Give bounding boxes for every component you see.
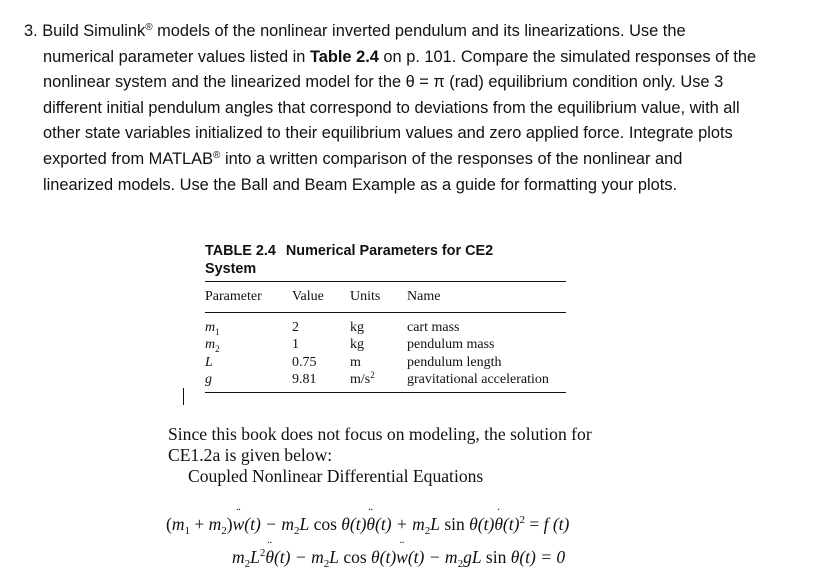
parameter-table-block [205, 242, 567, 387]
table-title: Numerical Parameters for CE2 [285, 243, 494, 259]
parameter-units: kg [350, 337, 364, 352]
problem-line-7: linearized models. Use the Ball and Beam Example as a guide for formatting your plots. [43, 175, 678, 194]
problem-line-4: different initial pendulum angles that correspond to deviations from the equilibrium value, with all [43, 98, 740, 117]
parameter-units: kg [350, 320, 364, 335]
parameter-symbol: g [205, 372, 212, 387]
table-number: TABLE 2.4 [205, 243, 276, 259]
table-row [205, 354, 566, 372]
header-units: Units [350, 289, 381, 304]
registered-mark: ® [213, 149, 221, 161]
parameter-units: m [350, 355, 361, 370]
header-name: Name [407, 289, 441, 304]
equation-2: $m_2L^2\theta$ ¨(t) − $m_2L$ cos θ(t)w ¨(t) − $m_2gL$ sin θ(t) = 0 [232, 547, 565, 568]
problem-text: exported from MATLAB [43, 149, 214, 168]
book-paragraph-line-1: Since this book does not focus on modeling, the solution for [168, 424, 592, 444]
registered-mark: ® [145, 22, 153, 33]
equation-1: $(m_1 + m_2)w$ ¨(t) − $m_2L$ cos θ(t)θ ¨(t) + $m_2L$ sin θ(t)θ $˙(t)^2 = f$ (t) [166, 514, 569, 535]
parameter-symbol: $m_1$ [205, 320, 220, 337]
parameter-name: pendulum mass [407, 337, 495, 352]
header-value: Value [292, 289, 324, 304]
problem-line-2 [24, 45, 814, 71]
problem-text: on p. 101. Compare the simulated responses of the [378, 47, 757, 66]
parameter-symbol: L [205, 355, 213, 370]
table-row [205, 372, 566, 393]
book-paragraph-line-2: CE1.2a is given below: [168, 445, 333, 465]
problem-text: numerical parameter values listed in [43, 47, 310, 66]
parameter-value: 2 [292, 320, 299, 335]
table-reference: Table 2.4 [309, 47, 379, 66]
parameter-name: pendulum length [407, 355, 502, 370]
problem-line-1 [24, 19, 814, 45]
problem-line-5: other state variables initialized to their equilibrium values and zero applied force. Integrate plots [43, 124, 733, 143]
problem-number: 3. [24, 22, 38, 40]
parameter-table [205, 281, 566, 393]
problem-line-6 [24, 147, 814, 173]
problem-text: into a written comparison of the responses of the nonlinear and [220, 149, 683, 168]
book-excerpt [168, 424, 668, 487]
parameter-value: 0.75 [292, 355, 317, 370]
problem-text: models of the nonlinear inverted pendulum and its linearizations. Use the [152, 22, 686, 40]
table-row [205, 336, 566, 354]
parameter-units: $m/s^2$ [350, 370, 375, 387]
problem-text: Build Simulink [42, 22, 146, 40]
parameter-value: 9.81 [292, 372, 317, 387]
problem-line-3: nonlinear system and the linearized model for the θ = π (rad) equilibrium condition only. Use 3 [43, 73, 724, 92]
parameter-name: gravitational acceleration [407, 372, 549, 387]
parameter-value: 1 [292, 337, 299, 352]
table-title-continued: System [205, 261, 257, 277]
equations-heading: Coupled Nonlinear Differential Equations [188, 466, 484, 486]
text-cursor [183, 388, 184, 405]
table-row [205, 313, 566, 337]
problem-statement [24, 19, 814, 198]
parameter-name: cart mass [407, 320, 460, 335]
parameter-symbol: $m_2$ [205, 337, 220, 354]
header-parameter: Parameter [205, 289, 262, 304]
table-header-row [205, 282, 566, 313]
table-caption [205, 242, 567, 278]
